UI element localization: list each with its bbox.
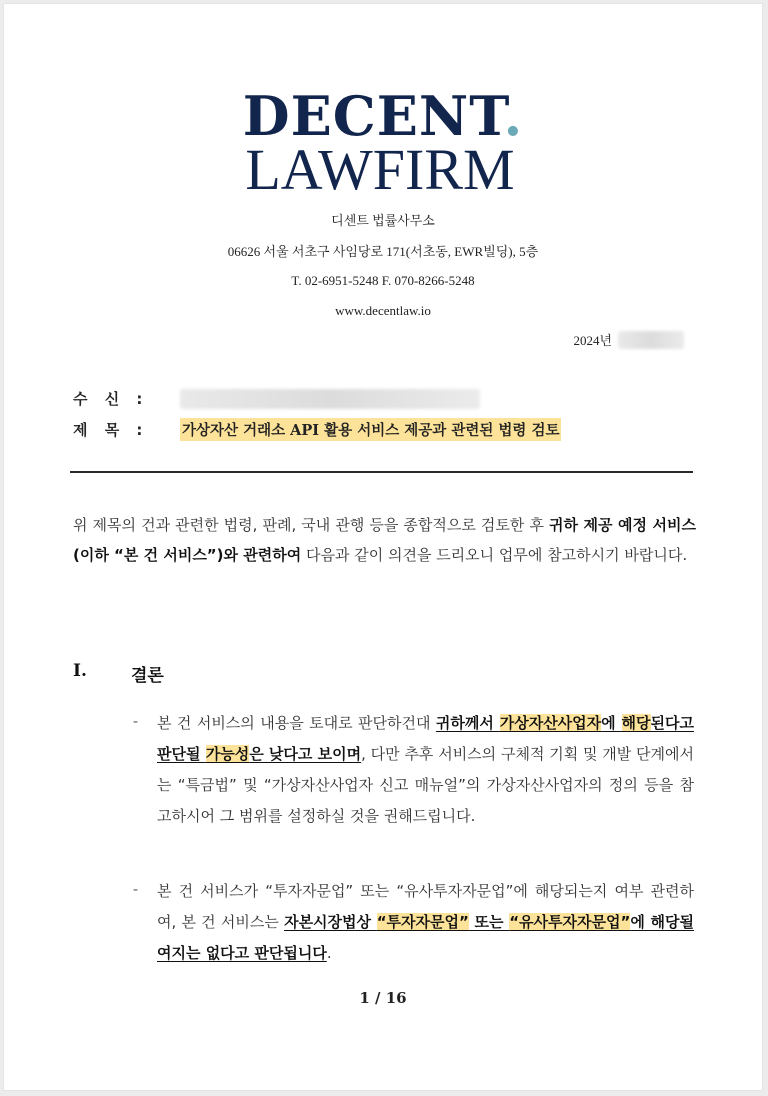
firm-name: 디센트 법률사무소 xyxy=(331,213,435,228)
bullet-conclusion-2 xyxy=(157,876,694,969)
bullet1-text-1: 본 건 서비스의 내용을 토대로 판단하건대 xyxy=(157,714,436,732)
bullet2-text-1: 본 건 서비스가 “투자자문업” 또는 “유사투자자문업”에 해당되는지 여부 관련하여, 본 건 서비스는 xyxy=(157,882,694,931)
subject-row xyxy=(73,418,561,441)
intro-text-2: 다음과 같이 의견을 드리오니 업무에 참고하시기 바랍니다. xyxy=(301,546,688,564)
bullet2-text-2: . xyxy=(326,944,332,962)
header-divider xyxy=(70,471,693,473)
logo-text-decent: DECENT xyxy=(242,84,504,148)
intro-paragraph xyxy=(73,510,696,570)
section-number: I. xyxy=(73,661,87,681)
bullet2-underline: 자본시장법상 “투자자문업” 또는 “유사투자자문업”에 해당될 여지는 없다고 판단됩니다 xyxy=(157,913,694,962)
logo-dot: . xyxy=(503,84,524,148)
bullet-dash-1: - xyxy=(133,712,139,730)
bullet-conclusion-1 xyxy=(157,708,694,832)
section-heading xyxy=(73,661,164,686)
bullet1-text-2: , 다만 추후 서비스의 구체적 기획 및 개발 단계에서는 “특금법” 및 “가상자산사업자 신고 매뉴얼”의 가상자산사업자의 정의 등을 참고하시어 그 범위를 설정하실 것을 권해드립니다. xyxy=(157,745,694,825)
date-year: 2024년 xyxy=(573,333,612,348)
firm-contact: T. 02-6951-5248 F. 070-8266-5248 xyxy=(291,273,475,288)
recipient-redacted xyxy=(180,389,480,409)
recipient-label: 수 신 : xyxy=(73,390,149,408)
document-page xyxy=(3,3,763,1091)
firm-website: www.decentlaw.io xyxy=(335,303,431,318)
recipient-row xyxy=(73,388,480,409)
document-date xyxy=(573,330,684,349)
page-number: 1 / 16 xyxy=(359,989,407,1007)
section-title: 결론 xyxy=(131,666,164,686)
intro-bold: 귀하 제공 예정 서비스(이하 “본 건 서비스”)와 관련하여 xyxy=(73,516,696,564)
bullet1-underline: 귀하께서 가상자산사업자에 해당된다고 판단될 가능성은 낮다고 보이며 xyxy=(157,714,694,763)
date-redacted xyxy=(618,331,684,349)
subject-label: 제 목 : xyxy=(73,421,149,439)
subject-value: 가상자산 거래소 API 활용 서비스 제공과 관련된 법령 검토 xyxy=(180,418,561,441)
bullet-dash-2: - xyxy=(133,880,139,898)
firm-logo-line2: LAWFIRM xyxy=(245,137,515,202)
firm-address: 06626 서울 서초구 사임당로 171(서초동, EWR빌딩), 5층 xyxy=(227,244,539,259)
intro-text-1: 위 제목의 건과 관련한 법령, 판례, 국내 관행 등을 종합적으로 검토한 후 xyxy=(73,516,550,534)
